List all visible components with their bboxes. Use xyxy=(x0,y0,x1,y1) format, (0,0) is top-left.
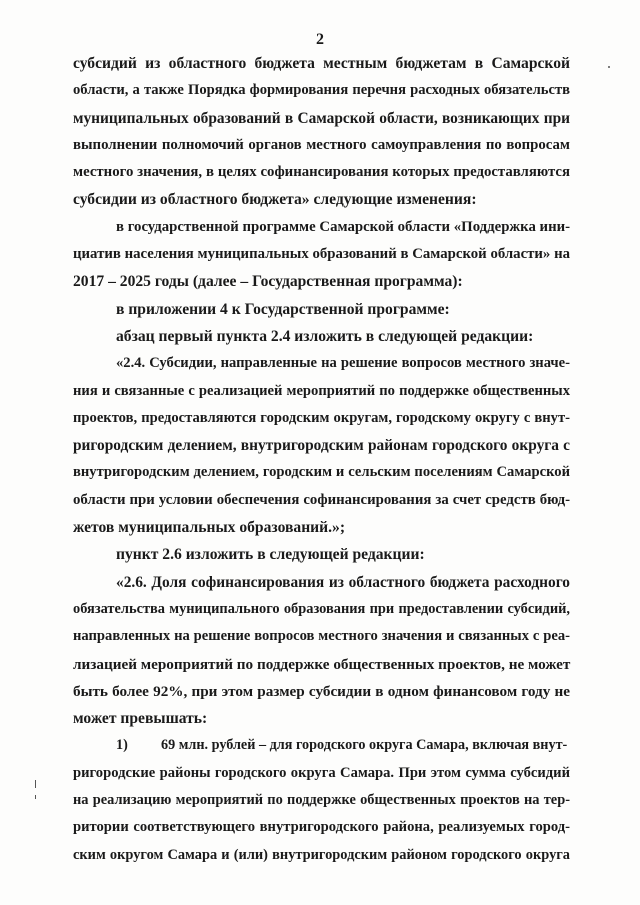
text-line: быть более 92%, при этом размер субсидии в одном финансовом году не xyxy=(73,682,570,700)
list-item-text: 69 млн. рублей – для городского округа Самара, включая внут- xyxy=(161,737,568,754)
text-line xyxy=(73,732,570,759)
text-line: муниципальных образований в Самарской области, возникающих при xyxy=(73,109,570,127)
text-line: в государственной программе Самарской области «Поддержка ини- xyxy=(116,218,571,235)
text-line: субсидии из областного бюджета» следующие изменения: xyxy=(73,191,477,209)
text-line: пункт 2.6 изложить в следующей редакции: xyxy=(116,546,425,564)
text-line: в приложении 4 к Государственной программе: xyxy=(116,300,450,318)
text-line: области, а также Порядка формирования перечня расходных обязательств xyxy=(73,82,570,99)
list-marker: 1) xyxy=(116,737,128,754)
text-line: лизацией мероприятий по поддержке общественных проектов, не может xyxy=(73,655,571,673)
text-line: направленных на решение вопросов местного значения и связанных с реа- xyxy=(73,628,570,645)
text-line: ния и связанные с реализацией мероприятий по поддержке общественных xyxy=(73,382,570,399)
text-line: выполнении полномочий органов местного самоуправления по вопросам xyxy=(73,136,570,153)
text-line: ригородские районы городского округа Самара. При этом сумма субсидий xyxy=(73,764,570,781)
text-line: внутригородским делением, городским и сельским поселениям Самарской xyxy=(73,464,570,481)
text-line: субсидий из областного бюджета местным бюджетам в Самарской xyxy=(73,55,570,72)
text-line: «2.4. Субсидии, направленные на решение вопросов местного значе- xyxy=(116,355,570,372)
text-line: области при условии обеспечения софинансирования за счет средств бюд- xyxy=(73,491,570,508)
document-body xyxy=(73,50,570,869)
text-line: местного значения, в целях софинансирования которых предоставляются xyxy=(73,164,570,181)
text-line: проектов, предоставляются городским округам, городскому округу с внут- xyxy=(73,409,570,426)
text-line: абзац первый пункта 2.4 изложить в следующей редакции: xyxy=(116,327,534,345)
text-line: ским округом Самара и (или) внутригородским районом городского округа xyxy=(73,846,570,863)
text-line: циатив населения муниципальных образований в Самарской области» на xyxy=(73,246,570,263)
text-line: ригородским делением, внутригородским районам городского округа с xyxy=(73,437,570,455)
text-line: на реализацию мероприятий по поддержке общественных проектов на тер- xyxy=(73,792,570,809)
page-number: 2 xyxy=(316,31,324,48)
scan-speck xyxy=(608,66,610,68)
text-line: «2.6. Доля софинансирования из областного бюджета расходного xyxy=(116,573,570,591)
text-line: 2017 – 2025 годы (далее – Государственная программа): xyxy=(73,273,463,291)
text-line: обязательства муниципального образования при предоставлении субсидий, xyxy=(73,600,570,617)
text-line: может превышать: xyxy=(73,710,208,728)
text-line: ритории соответствующего внутригородского района, реализуемых город- xyxy=(73,819,570,836)
scan-speck xyxy=(35,780,36,788)
text-line: жетов муниципальных образований.»; xyxy=(73,519,346,537)
scan-speck xyxy=(35,795,36,799)
